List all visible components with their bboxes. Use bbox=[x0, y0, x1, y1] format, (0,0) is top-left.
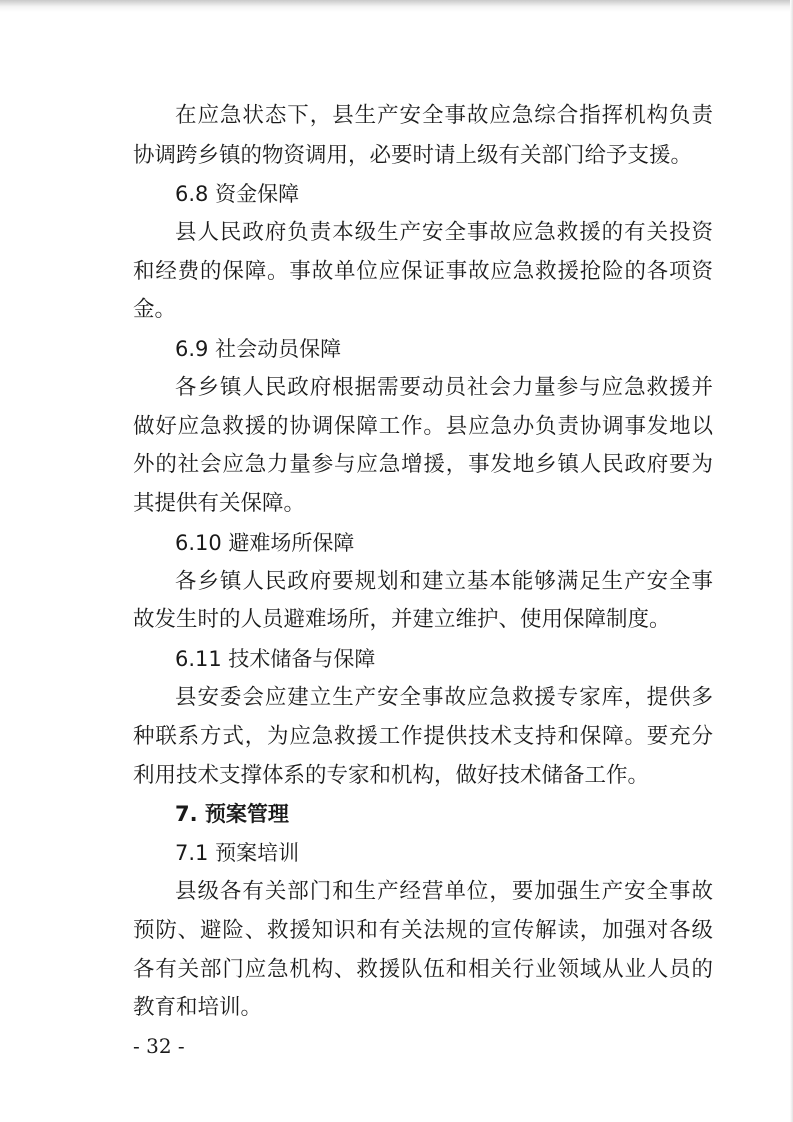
paragraph-line: 其提供有关保障。 bbox=[133, 491, 306, 516]
paragraph-line: 教育和培训。 bbox=[133, 995, 263, 1020]
section-heading-6-10: 6.10 避难场所保障 bbox=[175, 531, 355, 555]
paragraph-line: 利用技术支撑体系的专家和机构，做好技术储备工作。 bbox=[133, 763, 650, 788]
paragraph-line: 外的社会应急力量参与应急增援，事发地乡镇人民政府要为 bbox=[133, 452, 713, 477]
section-heading-6-8: 6.8 资金保障 bbox=[175, 182, 300, 206]
section-heading-6-11: 6.11 技术储备与保障 bbox=[175, 647, 376, 671]
section-heading-7-1: 7.1 预案培训 bbox=[175, 841, 300, 865]
section-heading-6-9: 6.9 社会动员保障 bbox=[175, 337, 342, 361]
paragraph-line: 故发生时的人员避难场所，并建立维护、使用保障制度。 bbox=[133, 607, 671, 632]
paragraph-line: 预防、避险、救援知识和有关法规的宣传解读，加强对各级 bbox=[133, 918, 713, 943]
page-number: - 32 - bbox=[133, 1034, 185, 1058]
paragraph-line: 和经费的保障。事故单位应保证事故应急救援抢险的各项资 bbox=[133, 259, 713, 284]
section-heading-7: 7. 预案管理 bbox=[175, 802, 289, 826]
paragraph-line: 在应急状态下，县生产安全事故应急综合指挥机构负责 bbox=[175, 103, 713, 128]
paragraph-line: 协调跨乡镇的物资调用，必要时请上级有关部门给予支援。 bbox=[133, 143, 693, 168]
paragraph-line: 金。 bbox=[133, 297, 177, 322]
paragraph-line: 种联系方式，为应急救援工作提供技术支持和保障。要充分 bbox=[133, 724, 713, 749]
paragraph-line: 各乡镇人民政府要规划和建立基本能够满足生产安全事 bbox=[175, 569, 713, 594]
paragraph-line: 县人民政府负责本级生产安全事故应急救援的有关投资 bbox=[175, 220, 713, 245]
paragraph-line: 做好应急救援的协调保障工作。县应急办负责协调事发地以 bbox=[133, 414, 713, 439]
paragraph-line: 各乡镇人民政府根据需要动员社会力量参与应急救援并 bbox=[175, 375, 713, 400]
paragraph-line: 各有关部门应急机构、救援队伍和相关行业领域从业人员的 bbox=[133, 957, 713, 982]
paragraph-line: 县安委会应建立生产安全事故应急救援专家库，提供多 bbox=[175, 685, 713, 710]
paragraph-line: 县级各有关部门和生产经营单位，要加强生产安全事故 bbox=[175, 879, 713, 904]
